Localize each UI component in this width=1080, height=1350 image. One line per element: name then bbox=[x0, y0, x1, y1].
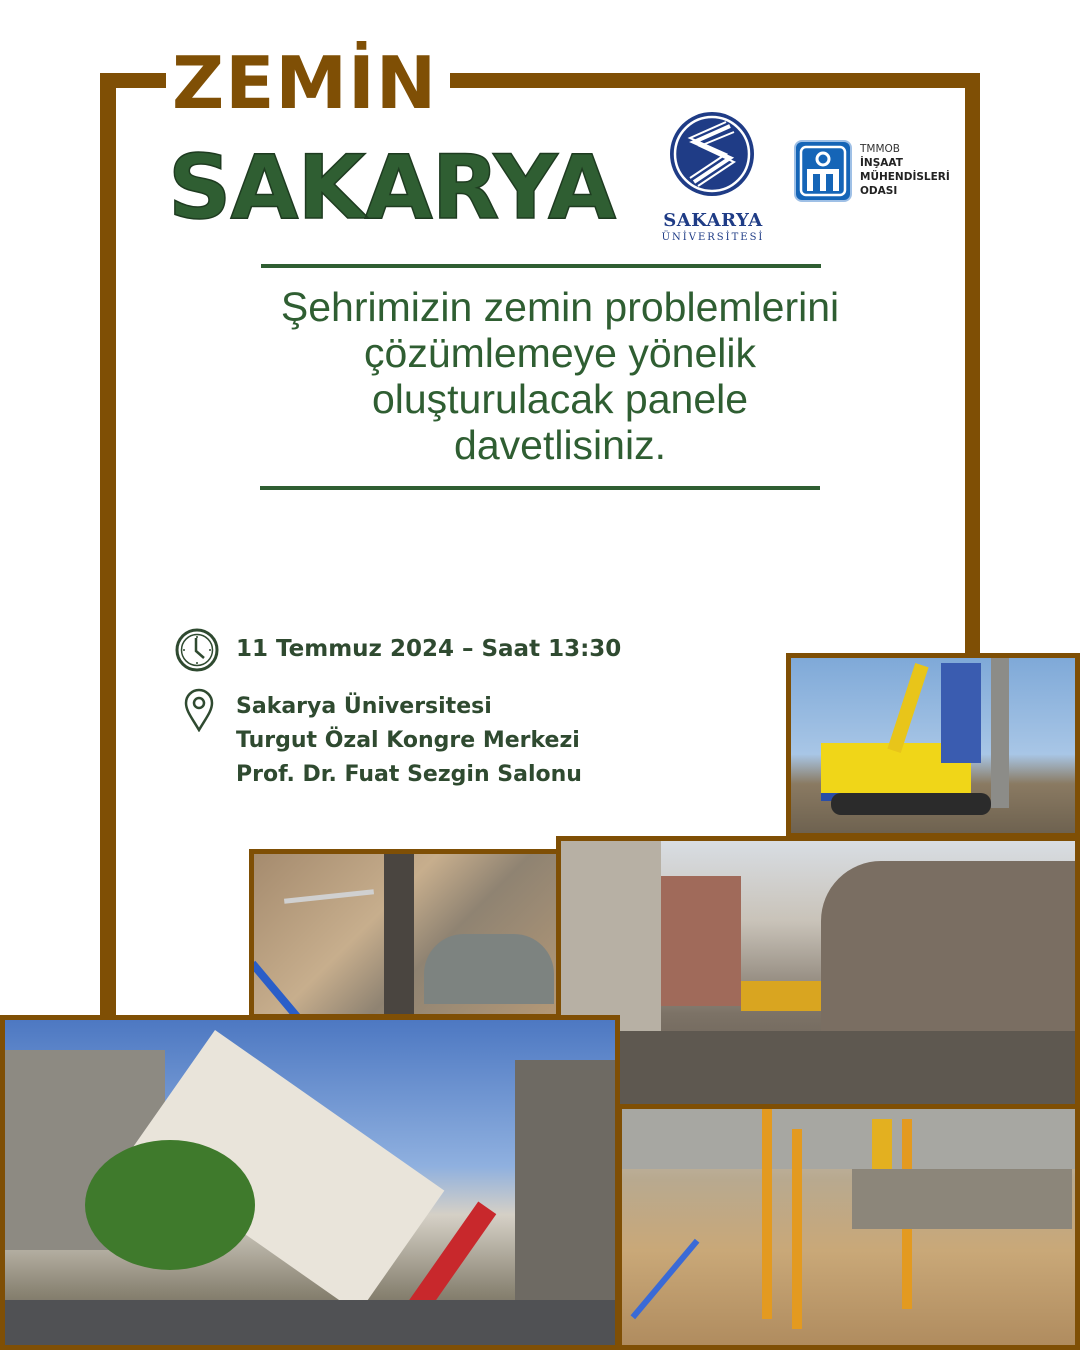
title-zemin: ZEMİN bbox=[172, 41, 438, 125]
venue-line: Prof. Dr. Fuat Sezgin Salonu bbox=[236, 762, 582, 787]
location-pin-icon bbox=[184, 688, 214, 732]
imo-name bbox=[860, 142, 950, 198]
photo-drilling-rig bbox=[786, 653, 1080, 838]
invitation-line: çözümlemeye yönelik bbox=[364, 330, 756, 376]
university-name: SAKARYA bbox=[663, 210, 763, 231]
frame-right bbox=[965, 73, 980, 663]
event-date-time: 11 Temmuz 2024 – Saat 13:30 bbox=[236, 636, 622, 662]
frame-left bbox=[100, 73, 116, 1033]
invitation-line: davetlisiniz. bbox=[454, 422, 666, 468]
venue-line: Sakarya Üniversitesi bbox=[236, 694, 492, 719]
photo-earthquake-rubble bbox=[556, 836, 1080, 1112]
imo-line2: İNŞAAT bbox=[860, 157, 903, 169]
photo-pile-construction bbox=[249, 849, 561, 1019]
photo-tilted-building bbox=[0, 1015, 620, 1350]
invitation-text bbox=[200, 284, 920, 468]
invitation-line: Şehrimizin zemin problemlerini bbox=[280, 284, 840, 330]
venue-line: Turgut Özal Kongre Merkezi bbox=[236, 728, 580, 753]
photo-foundation-site bbox=[617, 1104, 1080, 1350]
title-sakarya: SAKARYA bbox=[168, 136, 616, 239]
university-subtitle: ÜNİVERSİTESİ bbox=[661, 232, 765, 243]
imo-line3: MÜHENDİSLERİ bbox=[860, 171, 950, 183]
imo-line1: TMMOB bbox=[860, 143, 901, 155]
sakarya-university-logo bbox=[660, 108, 770, 248]
divider-bottom bbox=[260, 486, 820, 490]
frame-top-right bbox=[450, 73, 980, 88]
imo-line4: ODASI bbox=[860, 185, 898, 197]
imo-logo-icon bbox=[794, 140, 852, 202]
clock-icon bbox=[175, 628, 219, 672]
invitation-line: oluşturulacak panele bbox=[371, 376, 749, 422]
event-venue bbox=[236, 690, 582, 792]
sakarya-university-emblem-icon bbox=[660, 108, 770, 204]
divider-top bbox=[261, 264, 821, 268]
